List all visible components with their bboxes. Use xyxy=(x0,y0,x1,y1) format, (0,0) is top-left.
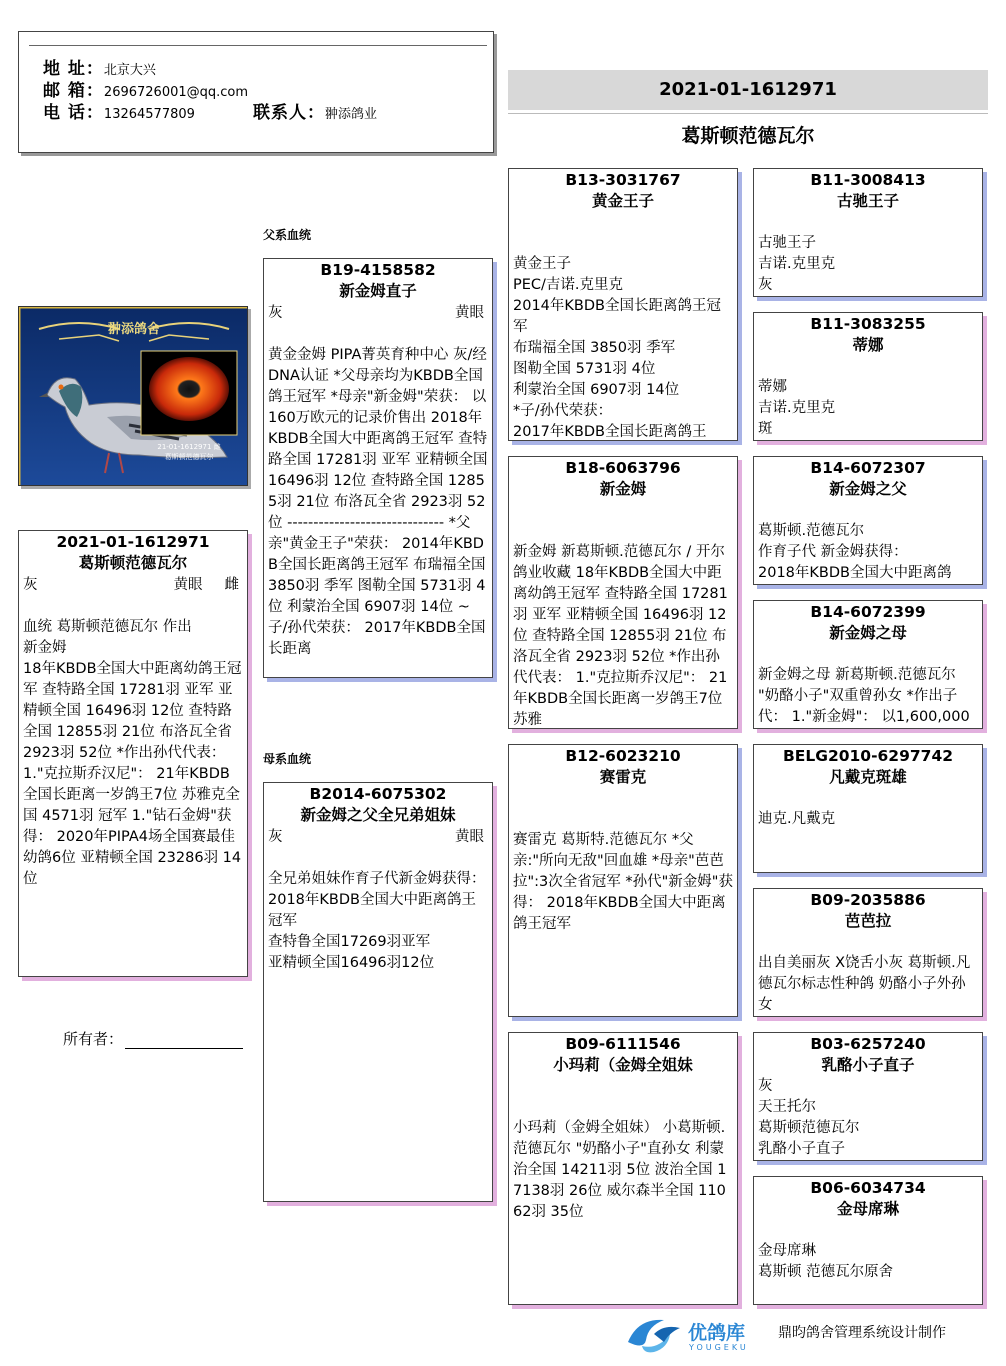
great-grandparent-description: 古驰王子 吉诺.克里克 灰 xyxy=(758,235,836,293)
subject-eye: 黄眼 xyxy=(173,577,203,593)
sire-color: 灰 xyxy=(268,305,283,321)
photo-caption-1: 21-01-1612971 雌 xyxy=(157,443,221,451)
great-grandparent-name: 蒂娜 xyxy=(852,336,884,354)
great-grandparent-card-8 xyxy=(753,1176,983,1305)
paternal-label: 父系血统 xyxy=(263,228,312,242)
email-label: 邮 箱： xyxy=(43,81,104,101)
great-grandparent-name: 古驰王子 xyxy=(836,192,899,210)
pedigree-name-header: 葛斯顿范德瓦尔 xyxy=(681,125,815,147)
footer-brand: 优鸽库 xyxy=(688,1322,746,1344)
pigeon-photo-illustration xyxy=(19,307,248,486)
grandparent-name: 赛雷克 xyxy=(599,768,647,786)
grandparent-name: 新金姆 xyxy=(599,480,647,498)
owner-label: 所有者： xyxy=(63,1030,124,1048)
granddam-maternal-card xyxy=(508,1032,738,1305)
subject-color: 灰 xyxy=(23,577,38,593)
address-value: 北京大兴 xyxy=(103,63,156,78)
photo-banner-text: 翀添鸽舍 xyxy=(107,322,161,337)
grandparent-ring: B18-6063796 xyxy=(565,459,681,477)
contact-top-rule xyxy=(29,45,487,46)
great-grandparent-ring: B03-6257240 xyxy=(810,1035,926,1053)
sire-card xyxy=(263,258,493,678)
sire-name: 新金姆直子 xyxy=(339,282,417,300)
great-grandparent-ring: B06-6034734 xyxy=(810,1179,926,1197)
phone-label: 电 话： xyxy=(43,103,104,123)
great-grandparent-ring: B14-6072307 xyxy=(810,459,926,477)
subject-description: 血统 葛斯顿范德瓦尔 作出 新金姆 18年KBDB全国大中距离幼鸽王冠军 查特路全国 17281羽 亚军 亚精顿全国 16496羽 12位 查特路全国 12855羽 21位 布洛瓦全省 2923羽 52位 *作出孙代代表： 1."克拉斯乔汉尼"： 21年KBDB全国长距离一岁鸽王7位 苏雅克全国 4571羽 冠军 1."钻石金姆"获得： 2020年PIPA4场全国赛最佳幼鸽6位 亚精顿全国 23286羽 14位 xyxy=(23,619,242,887)
great-grandparent-color: 灰 xyxy=(758,1078,773,1094)
grandparent-ring: B09-6111546 xyxy=(565,1035,681,1053)
dam-description: 全兄弟姐妹作育子代新金姆获得： 2018年KBDB全国大中距离鸽王冠军 查特鲁全国17269羽亚军 亚精顿全国16496羽12位 xyxy=(268,871,486,971)
great-grandparent-description: 出自美丽灰 X饶舌小灰 葛斯顿.凡德瓦尔标志性种鸽 奶酪小子外孙女 xyxy=(758,955,971,1013)
footer-credit: 鼎昀鸽舍管理系统设计制作 xyxy=(778,1325,946,1341)
sire-ring: B19-4158582 xyxy=(320,261,436,279)
great-grandparent-card-3 xyxy=(753,456,983,585)
youge-logo-icon xyxy=(624,1312,684,1354)
grandparent-description: 赛雷克 葛斯特.范德瓦尔 *父亲:"所向无敌"回血雄 *母亲"芭芭拉":3次全省冠军 *孙代"新金姆"获得： 2018年KBDB全国大中距离鸽王冠军 xyxy=(513,832,733,932)
grandparent-description: 小玛莉（金姆全姐妹） 小葛斯顿.范德瓦尔 "奶酪小子"直孙女 利蒙治全国 14211羽 5位 波治全国 17138羽 26位 威尔森半全国 11062羽 35位 xyxy=(513,1120,727,1220)
photo-caption-2: 葛斯顿范德瓦尔 xyxy=(164,453,214,461)
sire-attributes xyxy=(268,302,488,324)
grandparent-description: 新金姆 新葛斯顿.范德瓦尔 / 开尔鸽业收藏 18年KBDB全国大中距离幼鸽王冠军 查特路全国 17281羽 亚军 亚精顿全国 16496羽 12位 查特路全国 12855羽 21位 布洛瓦全省 2923羽 52位 *作出孙代代表： 1."克拉斯乔汉尼"： 21年KBDB全国长距离一岁鸽王7位 苏雅 xyxy=(513,544,728,728)
sire-eye: 黄眼 xyxy=(455,305,484,321)
owner-blank-line xyxy=(125,1033,243,1049)
grandparent-name: 小玛莉（金姆全姐妹 xyxy=(553,1056,693,1074)
great-grandparent-card-1 xyxy=(753,168,983,297)
dam-card xyxy=(263,782,493,1202)
grandsire-paternal-card xyxy=(508,168,738,441)
subject-attributes xyxy=(23,574,243,596)
maternal-label: 母系血统 xyxy=(263,752,312,766)
great-grandparent-name: 乳酪小子直子 xyxy=(821,1056,915,1074)
dam-ring: B2014-6075302 xyxy=(309,785,447,803)
owner-field xyxy=(63,1028,243,1049)
great-grandparent-ring: B09-2035886 xyxy=(810,891,926,909)
great-grandparent-name: 新金姆之母 xyxy=(829,624,907,642)
great-grandparent-description: 金母席琳 葛斯顿 范德瓦尔原舍 xyxy=(758,1243,894,1280)
great-grandparent-description: 蒂娜 吉诺.克里克 斑 xyxy=(758,379,836,437)
subject-name: 葛斯顿范德瓦尔 xyxy=(78,554,188,572)
great-grandparent-description: 新金姆之母 新葛斯顿.范德瓦尔 "奶酪小子"双重曾孙女 *作出子代： 1."新金姆"： 以1,600,000 xyxy=(758,667,970,725)
great-grandparent-ring: B11-3083255 xyxy=(810,315,926,333)
grandsire-maternal-card xyxy=(508,744,738,1017)
great-grandparent-ring: B14-6072399 xyxy=(810,603,926,621)
great-grandparent-name: 凡戴克斑雄 xyxy=(829,768,907,786)
great-grandparent-ring: B11-3008413 xyxy=(810,171,926,189)
contact-person-row xyxy=(253,98,377,123)
great-grandparent-name: 金母席琳 xyxy=(836,1200,899,1218)
great-grandparent-name: 芭芭拉 xyxy=(844,912,892,930)
great-grandparent-card-2 xyxy=(753,312,983,441)
great-grandparent-card-4 xyxy=(753,600,983,729)
contact-person-label: 联系人： xyxy=(253,103,325,123)
subject-sex: 雌 xyxy=(224,577,239,593)
dam-color: 灰 xyxy=(268,829,283,845)
granddam-paternal-card xyxy=(508,456,738,729)
great-grandparent-ring: BELG2010-6297742 xyxy=(782,747,954,765)
footer-brand-sub: YOUGEKU xyxy=(689,1343,749,1352)
dam-eye: 黄眼 xyxy=(455,829,484,845)
subject-card xyxy=(18,530,248,977)
contact-box xyxy=(18,31,494,153)
email-value: 2696726001@qq.com xyxy=(103,85,249,100)
contact-person-value: 翀添鸽业 xyxy=(325,107,378,122)
pigeon-photo xyxy=(18,306,248,486)
subject-ring: 2021-01-1612971 xyxy=(56,533,210,551)
great-grandparent-card-5 xyxy=(753,744,983,873)
grandparent-ring: B12-6023210 xyxy=(565,747,681,765)
phone-row xyxy=(43,98,378,123)
great-grandparent-description: 葛斯顿.范德瓦尔 作育子代 新金姆获得： 2018年KBDB全国大中距离鸽 xyxy=(758,523,952,581)
great-grandparent-description: 迪克.凡戴克 xyxy=(758,811,836,827)
great-grandparent-name: 新金姆之父 xyxy=(829,480,907,498)
great-grandparent-description: 天王托尔 葛斯顿范德瓦尔 乳酪小子直子 xyxy=(758,1099,860,1157)
great-grandparent-card-6 xyxy=(753,888,983,1017)
great-grandparent-card-7 xyxy=(753,1032,983,1161)
grandparent-name: 黄金王子 xyxy=(591,192,654,210)
phone-value: 13264577809 xyxy=(103,107,195,122)
sire-description: 黄金金姆 PIPA菁英育种中心 灰/经DNA认证 *父母亲均为KBDB全国鸽王冠军 *母亲"新金姆"荣获： 以160万欧元的记录价售出 2018年KBDB全国大中距离鸽王冠军 查特路全国 17281羽 亚军 亚精顿全国 16496羽 12位 查特路全国 12855羽 21位 布洛瓦全省 2923羽 52位 ------------------------------ *父亲"黄金王子"荣获： 2014年KBDB全国长距离鸽王冠军 布瑞福全国 3850羽 季军 图勒全国 5731羽 4位 利蒙治全国 6907羽 14位 ~子/孙代荣获： 2017年KBDB全国长距离 xyxy=(268,347,493,657)
header-rule xyxy=(508,113,988,114)
grandparent-ring: B13-3031767 xyxy=(565,171,681,189)
dam-attributes xyxy=(268,826,488,848)
pedigree-ring-header: 2021-01-1612971 xyxy=(508,70,988,110)
address-label: 地 址： xyxy=(43,59,104,79)
dam-name: 新金姆之父全兄弟姐妹 xyxy=(300,806,456,824)
grandparent-description: 黄金王子 PEC/吉诺.克里克 2014年KBDB全国长距离鸽王冠军 布瑞福全国 3850羽 季军 图勒全国 5731羽 4位 利蒙治全国 6907羽 14位 *子/孙代荣获： 2017年KBDB全国长距离鸽王 xyxy=(513,256,721,440)
